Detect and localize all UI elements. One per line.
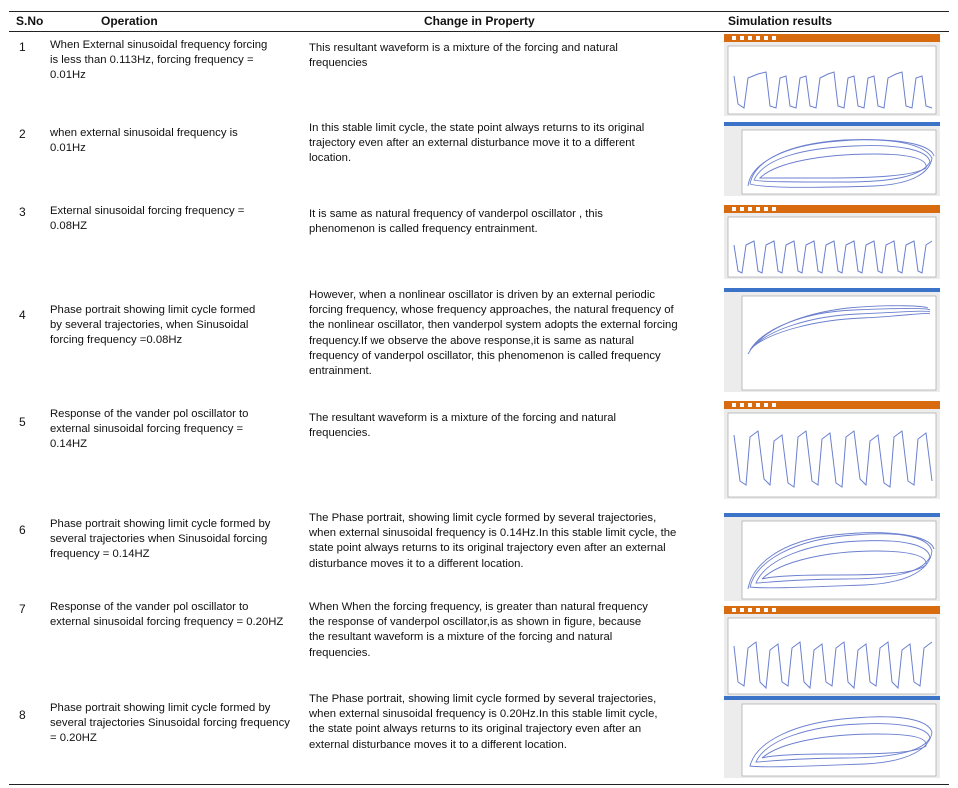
table-bottom-rule [9,784,949,785]
row-number: 2 [19,127,26,141]
simulation-phase-portrait-thumbnail [724,122,940,196]
operation-text: When External sinusoidal frequency forcing is less than 0.113Hz, forcing frequency = 0.01Hz [50,39,268,82]
row-number: 5 [19,415,26,429]
change-in-property-text: However, when a nonlinear oscillator is driven by an external periodic forcing frequency, whose frequency approaches, the natural frequency of the nonlinear oscillator, then vanderpol system adopts the external forcing frequency.If we observe the above response,it is same as natural frequency of vanderpol oscillator, this phenomenon is called frequency entrainment. [309,289,678,378]
change-in-property-text: It is same as natural frequency of vanderpol oscillator , this phenomenon is called frequency entrainment. [309,208,603,236]
row-number: 4 [19,308,26,322]
operation-text: Response of the vander pol oscillator to external sinusoidal forcing frequency = 0.14HZ [50,408,249,451]
simulation-waveform-thumbnail [724,606,940,696]
change-in-property-text: In this stable limit cycle, the state point always returns to its original trajectory even after an external disturbance move it to a different location. [309,122,645,165]
operation-text: Phase portrait showing limit cycle formed by several trajectories, when Sinusoidal forcing frequency =0.08Hz [50,304,256,347]
header-simulation-results: Simulation results [728,14,833,28]
operation-text: Phase portrait showing limit cycle formed by several trajectories when Sinusoidal forcing frequency = 0.14HZ [50,518,271,561]
simulation-phase-portrait-thumbnail [724,513,940,601]
header-sno: S.No [16,14,44,28]
change-in-property-text: The Phase portrait, showing limit cycle formed by several trajectories, when external sinusoidal frequency is 0.14Hz.In this stable limit cycle, the state point always returns to its original trajectory even after an external disturbance moves it to a different location. [309,512,677,570]
change-in-property-text: This resultant waveform is a mixture of the forcing and natural frequencies [309,42,618,70]
row-number: 8 [19,708,26,722]
operation-text: when external sinusoidal frequency is 0.01Hz [50,127,238,155]
change-in-property-text: The resultant waveform is a mixture of the forcing and natural frequencies. [309,412,617,440]
operation-text: Phase portrait showing limit cycle formed by several trajectories Sinusoidal forcing frequency = 0.20HZ [50,702,290,745]
simulation-waveform-thumbnail [724,401,940,499]
simulation-waveform-thumbnail [724,34,940,116]
table-top-rule [9,11,949,12]
header-operation: Operation [101,14,158,28]
row-number: 7 [19,602,26,616]
header-bottom-rule [9,31,949,32]
simulation-waveform-thumbnail [724,205,940,279]
row-number: 1 [19,40,26,54]
change-in-property-text: The Phase portrait, showing limit cycle formed by several trajectories, when external sinusoidal frequency is 0.20Hz.In this stable limit cycle, the state point always returns to its original trajectory even after an external disturbance moves it to a different location. [309,693,658,751]
operation-text: Response of the vander pol oscillator to external sinusoidal forcing frequency = 0.20HZ [50,601,284,629]
row-number: 3 [19,205,26,219]
simulation-phase-portrait-thumbnail [724,288,940,392]
simulation-phase-portrait-thumbnail [724,696,940,778]
row-number: 6 [19,523,26,537]
change-in-property-text: When When the forcing frequency, is greater than natural frequency the response of vanderpol oscillator,is as shown in figure, because the resultant waveform is a mixture of the forcing and natural frequencies. [309,601,648,659]
operation-text: External sinusoidal forcing frequency = 0.08HZ [50,205,245,233]
header-change-in-property: Change in Property [424,14,535,28]
